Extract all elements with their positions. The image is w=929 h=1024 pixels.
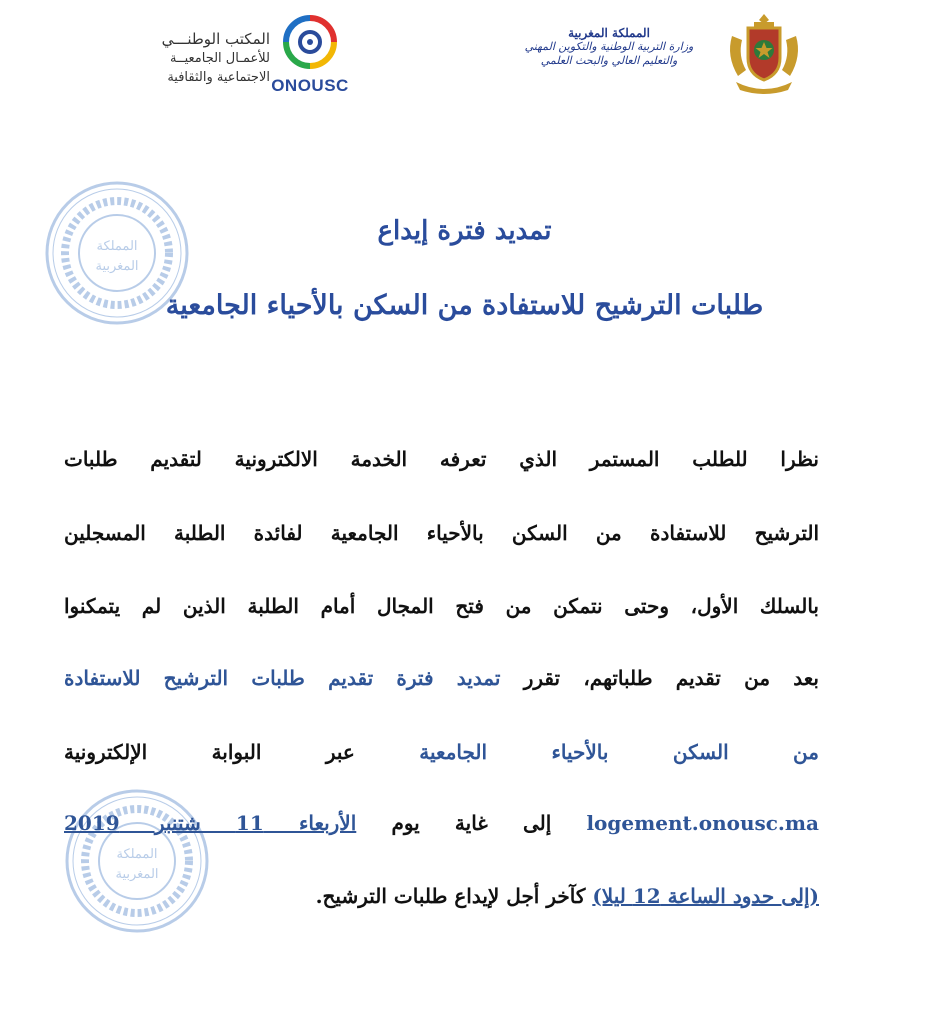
extension-highlight: تمديد فترة تقديم طلبات الترشيح للاستفادة	[64, 666, 501, 690]
official-stamp-bottom	[62, 786, 212, 936]
body-line-7-text: كآخر أجل لإيداع طلبات الترشيح.	[315, 884, 586, 908]
title-line-2: طلبات الترشيح للاستفادة من السكن بالأحياء الجامعية	[165, 290, 764, 321]
deadline-date: الأربعاء 11 شتنبر 2019	[64, 811, 357, 835]
body-line-6	[64, 811, 819, 835]
ministry-name	[505, 26, 713, 68]
onousc-line-3: الاجتماعية والثقافية	[167, 70, 270, 85]
portal-url-link[interactable]: logement.onousc.ma	[586, 811, 820, 835]
stamp-text-2: المغربية	[95, 259, 139, 274]
onousc-rings-icon	[282, 14, 338, 70]
moroccan-coat-of-arms-icon	[718, 8, 810, 98]
onousc-line-1: المكتب الوطنـــي	[161, 30, 270, 48]
deadline-time: (إلى حدود الساعة 12 ليلا)	[592, 884, 819, 908]
stamp-text-2: المغربية	[115, 867, 159, 882]
body-line-7	[64, 884, 819, 908]
onousc-arabic-name	[120, 30, 270, 87]
onousc-wordmark: ONOUSC	[271, 76, 349, 95]
body-line-6-text: إلى غاية يوم	[391, 811, 552, 835]
title-line-1: تمديد فترة إيداع	[377, 216, 552, 246]
body-line-4-text: بعد من تقديم طلباتهم، تقرر	[523, 666, 820, 690]
body-line-4	[64, 666, 819, 690]
university-residence-highlight: من السكن بالأحياء الجامعية	[419, 740, 819, 764]
body-line-2: الترشيح للاستفادة من السكن بالأحياء الجامعية لفائدة الطلبة المسجلين	[64, 521, 819, 545]
ministry-line-1: المملكة المغربية	[568, 26, 650, 40]
body-line-1: نظرا للطلب المستمر الذي تعرفه الخدمة الالكترونية لتقديم طلبات	[64, 447, 819, 471]
body-line-5	[64, 740, 819, 764]
ministry-line-2: وزارة التربية الوطنية والتكوين المهني	[524, 40, 694, 53]
ministry-line-3: والتعليم العالي والبحث العلمي	[540, 54, 678, 67]
stamp-text-1: المملكة	[96, 239, 138, 254]
stamp-text-1: المملكة	[116, 847, 158, 862]
body-line-3: بالسلك الأول، وحتى نتمكن من فتح المجال أمام الطلبة الذين لم يتمكنوا	[64, 594, 819, 618]
onousc-line-2: للأعمـال الجامعيــة	[169, 51, 270, 66]
body-line-5-text: عبر البوابة الإلكترونية	[64, 740, 355, 764]
onousc-logo	[270, 14, 350, 96]
